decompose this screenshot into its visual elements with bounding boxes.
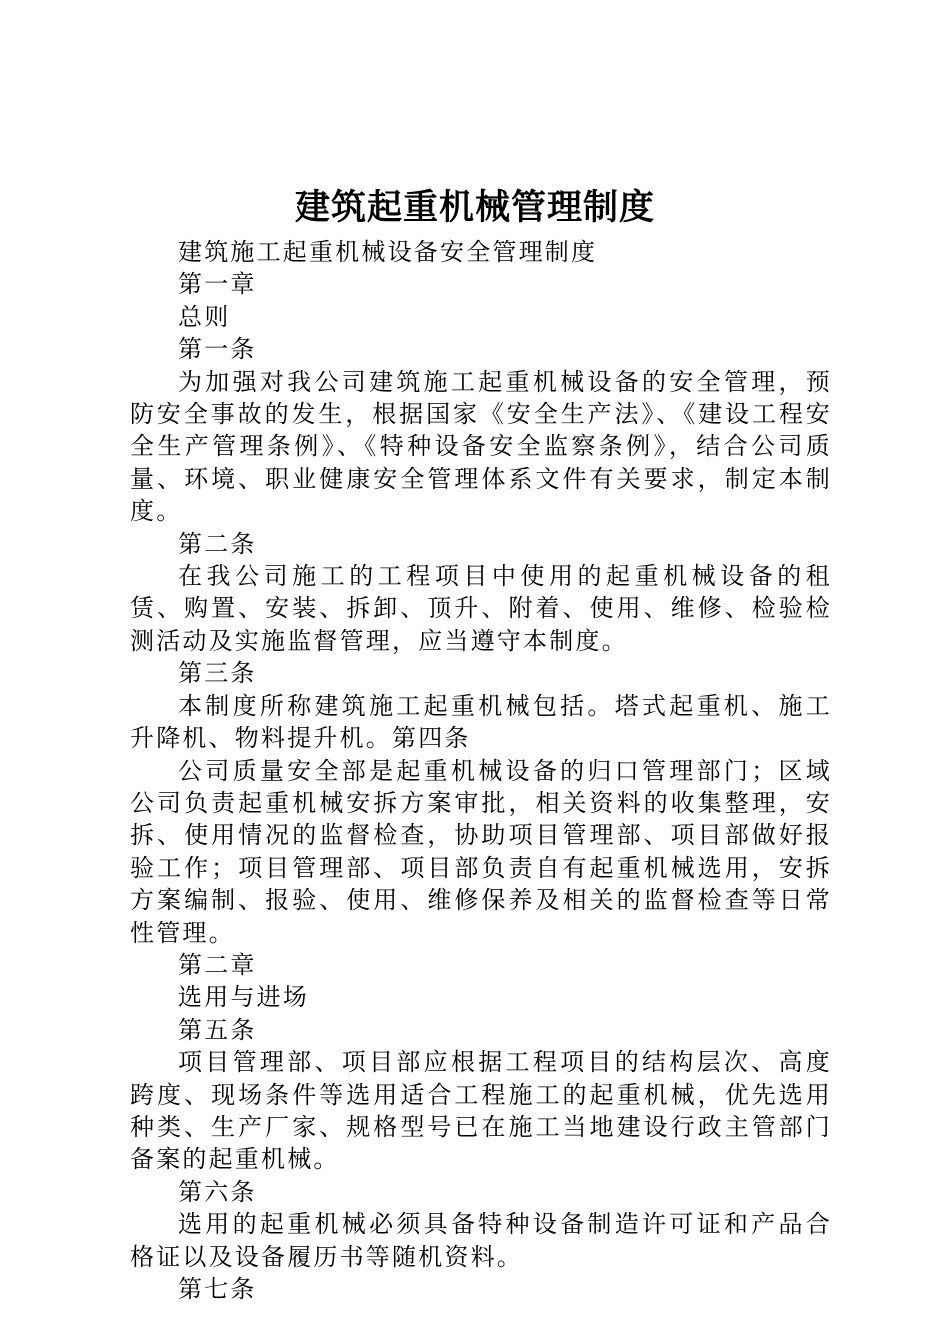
article-heading: 第三条 — [178, 659, 257, 688]
document-body — [130, 236, 832, 1305]
article-paragraph: 选用的起重机械必须具备特种设备制造许可证和产品合格证以及设备履历书等随机资料。 — [130, 1210, 832, 1271]
article-paragraph: 在我公司施工的工程项目中使用的起重机械设备的租赁、购置、安装、拆卸、顶升、附着、使用、维修、检验检测活动及实施监督管理，应当遵守本制度。 — [130, 562, 832, 655]
article-paragraph: 本制度所称建筑施工起重机械包括。塔式起重机、施工升降机、物料提升机。第四条 — [130, 691, 832, 753]
article-heading: 第七条 — [178, 1275, 257, 1303]
article-paragraph: 为加强对我公司建筑施工起重机械设备的安全管理，预防安全事故的发生，根据国家《安全生产法》、《建设工程安全生产管理条例》、《特种设备安全监察条例》，结合公司质量、环境、职业健康安全管理体系文件有关要求，制定本制度。 — [130, 367, 832, 526]
chapter-heading: 第二章 — [178, 950, 257, 979]
document-title: 建筑起重机械管理制度 — [294, 187, 655, 228]
chapter-heading: 第一章 — [178, 270, 257, 299]
article-heading: 第二条 — [178, 529, 257, 558]
chapter-title: 选用与进场 — [178, 983, 309, 1012]
article-heading: 第六条 — [178, 1177, 257, 1206]
article-paragraph: 项目管理部、项目部应根据工程项目的结构层次、高度跨度、现场条件等选用适合工程施工的起重机械，优先选用种类、生产厂家、规格型号已在施工当地建设行政主管部门备案的起重机械。 — [130, 1048, 832, 1174]
chapter-title: 总则 — [178, 302, 231, 331]
article-heading: 第一条 — [178, 335, 257, 364]
article-paragraph: 公司质量安全部是起重机械设备的归口管理部门；区域公司负责起重机械安拆方案审批，相关资料的收集整理，安拆、使用情况的监督检查，协助项目管理部、项目部做好报验工作；项目管理部、项目部负责自有起重机械选用，安拆方案编制、报验、使用、维修保养及相关的监督检查等日常性管理。 — [130, 756, 832, 947]
subtitle-paragraph: 建筑施工起重机械设备安全管理制度 — [178, 238, 598, 266]
article-heading: 第五条 — [178, 1015, 257, 1044]
